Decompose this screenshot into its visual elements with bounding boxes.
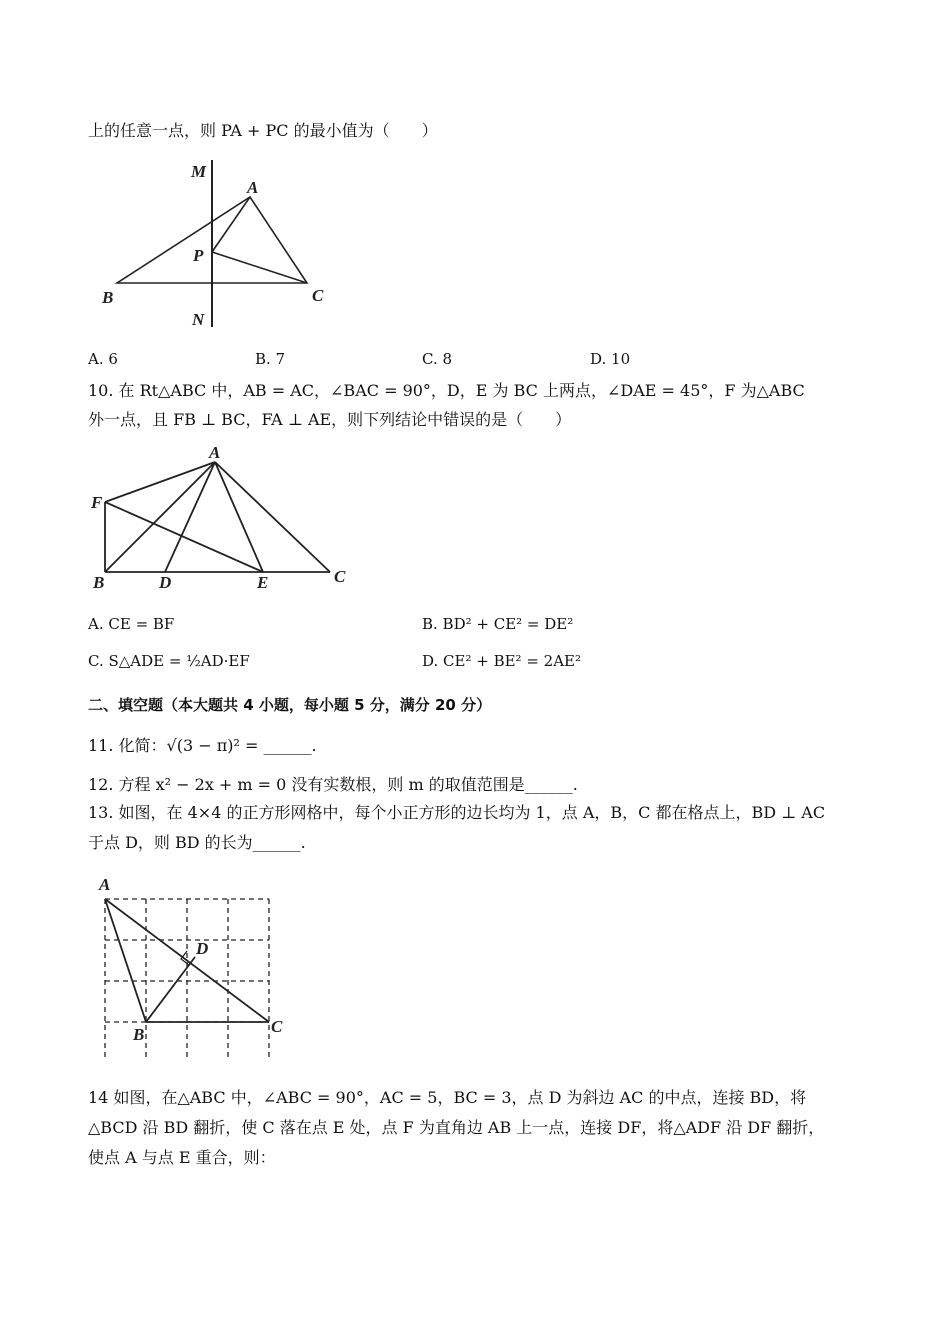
label-c: C xyxy=(334,567,346,586)
label-a: A xyxy=(99,875,111,894)
label-p: P xyxy=(193,246,204,265)
label-e: E xyxy=(257,573,269,592)
line-ab xyxy=(105,462,215,572)
grid-4x4 xyxy=(105,899,269,1057)
label-c: C xyxy=(312,286,324,305)
q13-figure xyxy=(95,872,305,1057)
label-b: B xyxy=(102,288,114,307)
q9-figure xyxy=(95,155,345,335)
q10-option-b[interactable]: B. BD² + CE² = DE² xyxy=(422,615,574,633)
label-d: D xyxy=(196,939,209,958)
q12-text: 12. 方程 x² − 2x + m = 0 没有实数根，则 m 的取值范围是______. xyxy=(88,775,578,794)
q9-option-d[interactable]: D. 10 xyxy=(590,350,631,368)
q10-option-a[interactable]: A. CE = BF xyxy=(88,615,175,633)
line-fa xyxy=(105,462,215,502)
q10-figure xyxy=(85,442,365,597)
q14-stem-line3: 使点 A 与点 E 重合，则： xyxy=(88,1148,276,1167)
q10-stem-line2: 外一点，且 FB ⊥ BC，FA ⊥ AE，则下列结论中错误的是（ ） xyxy=(88,410,572,429)
q9-option-c[interactable]: C. 8 xyxy=(422,350,453,368)
q11-text: 11. 化简：√(3 − π)² = ______. xyxy=(88,736,317,755)
q13-stem-line2: 于点 D，则 BD 的长为______. xyxy=(88,833,306,852)
label-f: F xyxy=(91,493,103,512)
q9-stem: 上的任意一点，则 PA + PC 的最小值为（ ） xyxy=(88,121,438,140)
section-2-title: 二、填空题（本大题共 4 小题，每小题 5 分，满分 20 分） xyxy=(88,696,492,714)
label-n: N xyxy=(192,310,205,329)
label-b: B xyxy=(133,1025,145,1044)
q14-stem-line1: 14 如图，在△ABC 中，∠ABC = 90°，AC = 5，BC = 3，点 D 为斜边 AC 的中点，连接 BD，将 xyxy=(88,1088,807,1107)
q10-option-c[interactable]: C. S△ADE = ½AD·EF xyxy=(88,652,250,670)
q9-option-a[interactable]: A. 6 xyxy=(88,350,118,368)
q14-stem-line2: △BCD 沿 BD 翻折，使 C 落在点 E 处，点 F 为直角边 AB 上一点，连接 DF，将△ADF 沿 DF 翻折， xyxy=(88,1118,825,1137)
line-ac xyxy=(215,462,330,572)
label-m: M xyxy=(191,162,207,181)
label-c: C xyxy=(271,1017,283,1036)
q13-stem-line1: 13. 如图，在 4×4 的正方形网格中，每个小正方形的边长均为 1，点 A，B，C 都在格点上，BD ⊥ AC xyxy=(88,803,826,822)
q10-stem-line1: 10. 在 Rt△ABC 中，AB = AC，∠BAC = 90°，D，E 为 BC 上两点，∠DAE = 45°，F 为△ABC xyxy=(88,381,805,400)
line-ad xyxy=(165,462,215,572)
label-b: B xyxy=(93,573,105,592)
q10-option-d[interactable]: D. CE² + BE² = 2AE² xyxy=(422,652,582,670)
line-ae xyxy=(215,462,263,572)
label-a: A xyxy=(247,178,259,197)
label-a: A xyxy=(209,443,221,462)
line-fe xyxy=(105,502,263,572)
segment-ab xyxy=(105,899,146,1022)
q9-option-b[interactable]: B. 7 xyxy=(255,350,286,368)
label-d: D xyxy=(159,573,172,592)
